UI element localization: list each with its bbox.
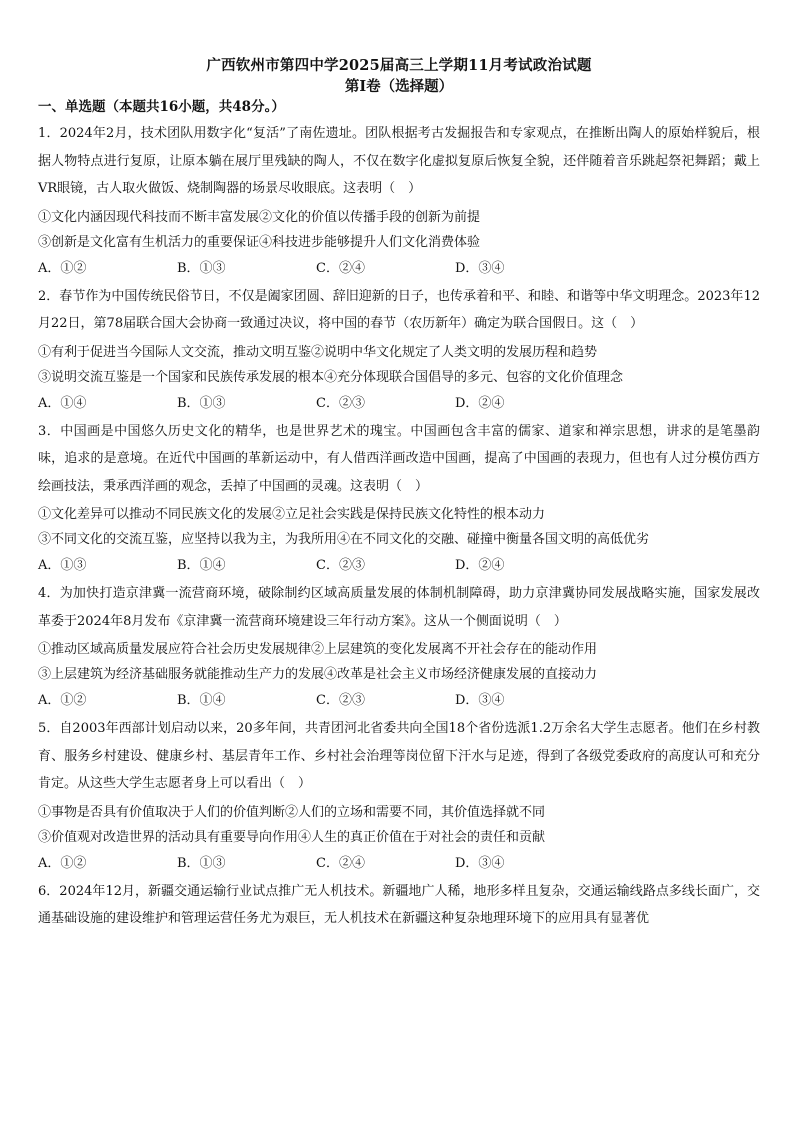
answer-choices xyxy=(38,556,760,576)
statement-line: ①文化内涵因现代科技而不断丰富发展②文化的价值以传播手段的创新为前提 xyxy=(38,209,481,225)
choice-b: B．①④ xyxy=(177,558,226,573)
statement-line: ①有利于促进当今国际人文交流，推动文明互鉴②说明中华文化规定了人类文明的发展历程和趋势 xyxy=(38,344,598,360)
choice-c: C．②③ xyxy=(316,395,365,411)
choice-b: B．①③ xyxy=(177,855,226,871)
question-1 xyxy=(38,120,760,279)
choice-a: A．①④ xyxy=(38,395,87,411)
question-stem: 4．为加快打造京津冀一流营商环境，破除制约区域高质量发展的体制机制障碍，助力京津冀协同发展战略实施，国家发展改革委于2024年8月发布《京津冀一流营商环境建设三年行动方案》。这从一个侧面说明（ ） xyxy=(38,586,760,629)
choice-b: B．①③ xyxy=(177,395,226,411)
section-heading: 一、单选题（本题共16小题，共48分。） xyxy=(38,99,285,115)
exam-subtitle: 第Ⅰ卷（选择题） xyxy=(344,78,454,95)
statement-line: ③不同文化的交流互鉴，应坚持以我为主，为我所用④在不同文化的交融、碰撞中衡量各国文明的高低优劣 xyxy=(38,532,650,547)
answer-choices xyxy=(38,691,760,711)
exam-title: 广西钦州市第四中学2025届高三上学期11月考试政治试题 xyxy=(206,57,592,74)
choice-b: B．①③ xyxy=(177,260,226,276)
question-2 xyxy=(38,283,760,414)
statement-line: ③创新是文化富有生机活力的重要保证④科技进步能够提升人们文化消费体验 xyxy=(38,234,481,250)
question-stem: 5．自2003年西部计划启动以来，20多年间，共青团河北省委共向全国18个省份选派1.2万余名大学生志愿者。他们在乡村教育、服务乡村建设、健康乡村、基层青年工作、乡村社会治理等岗位留下汗水与足迹，得到了各级党委政府的高度认可和充分肯定。从这些大学生志愿者身上可以看出（ ） xyxy=(38,721,760,791)
exam-page xyxy=(38,56,760,937)
statement-line: ①文化差异可以推动不同民族文化的发展②立足社会实践是保持民族文化特性的根本动力 xyxy=(38,507,546,522)
question-stem: 3．中国画是中国悠久历史文化的精华，也是世界艺术的瑰宝。中国画包含丰富的儒家、道家和禅宗思想，讲求的是笔墨韵味，追求的是意境。在近代中国画的革新运动中，有人借西洋画改造中国画，提高了中国画的表现力，但也有人过分模仿西方绘画技法，秉承西洋画的观念，丢掉了中国画的灵魂。这表明（ ） xyxy=(38,423,760,494)
choice-c: C．②④ xyxy=(316,260,365,276)
question-stem: 1．2024年2月，技术团队用数字化“复活”了南佐遗址。团队根据考古发掘报告和专家观点，在推断出陶人的原始样貌后，根据人物特点进行复原，让原本躺在展厅里残缺的陶人，不仅在数字化虚拟复原后恢复全貌，还伴随着音乐跳起祭祀舞蹈；戴上VR眼镜，古人取火做饭、烧制陶器的场景尽收眼底。这表明（ ） xyxy=(38,126,760,196)
statement-line: ①事物是否具有价值取决于人们的价值判断②人们的立场和需要不同，其价值选择就不同 xyxy=(38,804,546,820)
statement-line: ①推动区域高质量发展应符合社会历史发展规律②上层建筑的变化发展离不开社会存在的能动作用 xyxy=(38,642,598,657)
question-stem: 2．春节作为中国传统民俗节日，不仅是阖家团圆、辞旧迎新的日子，也传承着和平、和睦、和谐等中华文明理念。2023年12月22日，第78届联合国大会协商一致通过决议，将中国的春节（农历新年）确定为联合国假日。这（ ） xyxy=(38,288,760,331)
choice-d: D．③④ xyxy=(455,855,505,871)
choice-c: C．②④ xyxy=(316,855,365,871)
choice-a: A．①② xyxy=(38,693,87,708)
choice-d: D．③④ xyxy=(455,260,505,276)
choice-a: A．①③ xyxy=(38,558,87,573)
choice-a: A．①② xyxy=(38,855,87,871)
answer-choices xyxy=(38,854,760,874)
choice-b: B．①④ xyxy=(177,693,226,708)
question-6 xyxy=(38,878,760,933)
choice-d: D．②④ xyxy=(455,395,505,411)
answer-choices xyxy=(38,259,760,279)
choice-c: C．②③ xyxy=(316,558,365,573)
question-5 xyxy=(38,715,760,874)
choice-d: D．②④ xyxy=(455,558,505,573)
choice-d: D．③④ xyxy=(455,693,505,708)
choice-a: A．①② xyxy=(38,260,87,276)
statement-line: ③说明交流互鉴是一个国家和民族传承发展的根本④充分体现联合国倡导的多元、包容的文化价值理念 xyxy=(38,369,624,385)
statement-line: ③上层建筑为经济基础服务就能推动生产力的发展④改革是社会主义市场经济健康发展的直接动力 xyxy=(38,667,598,682)
statement-line: ③价值观对改造世界的活动具有重要导向作用④人生的真正价值在于对社会的责任和贡献 xyxy=(38,829,546,845)
choice-c: C．②③ xyxy=(316,693,365,708)
question-4 xyxy=(38,580,760,711)
answer-choices xyxy=(38,394,760,414)
question-3 xyxy=(38,418,760,577)
question-stem: 6．2024年12月，新疆交通运输行业试点推广无人机技术。新疆地广人稀，地形多样且复杂，交通运输线路点多线长面广，交通基础设施的建设维护和管理运营任务尤为艰巨，无人机技术在新疆这种复杂地理环境下的应用具有显著优 xyxy=(38,883,760,926)
